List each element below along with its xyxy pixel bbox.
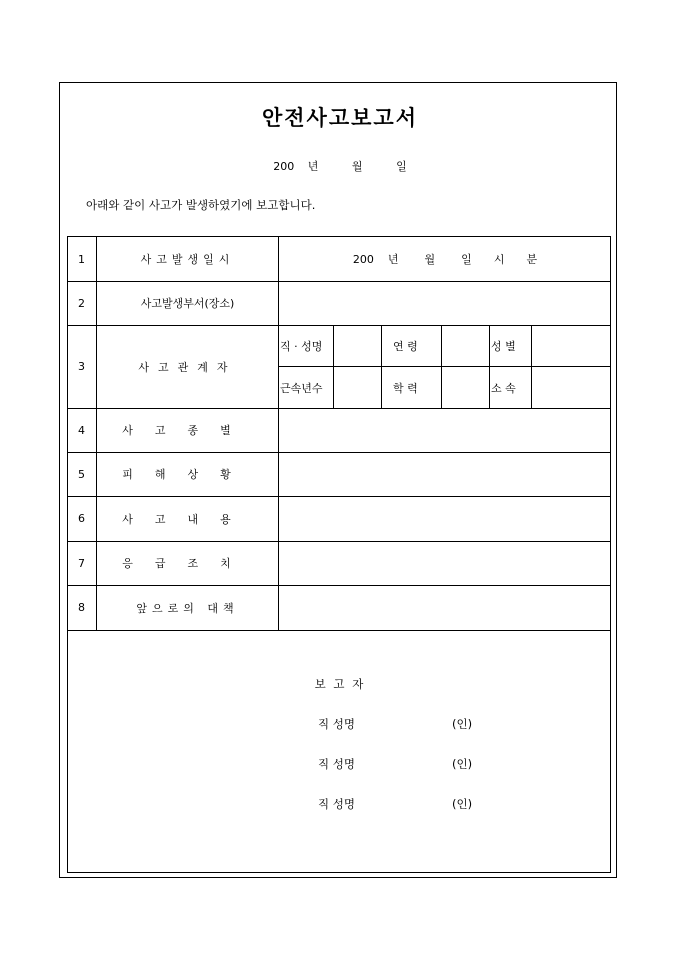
occ-month-unit: 월 [424, 253, 436, 266]
reporter-heading: 보 고 자 [314, 677, 366, 691]
label-occurrence-datetime: 사고발생일시 [140, 253, 235, 266]
label-service-years: 근속년수 [280, 381, 323, 395]
label-accident-details: 사고내용 [122, 512, 253, 526]
position-name-field[interactable] [334, 326, 381, 366]
date-day-unit: 일 [396, 160, 407, 173]
label-position-name: 직 · 성명 [280, 339, 323, 353]
occ-year: 200 [352, 252, 374, 266]
row-number: 3 [78, 360, 85, 373]
seal-mark: (인) [452, 797, 473, 811]
seal-mark: (인) [452, 717, 473, 731]
intro-text: 아래와 같이 사고가 발생하였기에 보고합니다. [86, 198, 316, 212]
occ-day-unit: 일 [461, 253, 472, 266]
date-month-unit: 월 [351, 160, 363, 173]
label-age: 연 령 [393, 339, 418, 353]
date-year-unit: 년 [307, 160, 319, 173]
service-years-field[interactable] [334, 367, 381, 408]
report-table [67, 236, 611, 873]
date-year: 200 [273, 160, 295, 173]
reporter-position-name-label: 직 성명 [318, 717, 355, 731]
reporter-line [0, 756, 680, 772]
education-field[interactable] [442, 367, 489, 408]
age-field[interactable] [442, 326, 489, 366]
row-number: 1 [78, 252, 85, 266]
reporter-line [0, 796, 680, 812]
label-accident-type: 사고종별 [122, 424, 253, 437]
label-future-measures: 앞으로의 대책 [136, 601, 239, 615]
label-damage-status: 피해상황 [122, 468, 253, 481]
damage-status-field[interactable] [279, 453, 611, 496]
row-number: 7 [78, 556, 85, 570]
reporter-position-name-label: 직 성명 [318, 797, 355, 811]
accident-details-field[interactable] [279, 497, 611, 541]
accident-type-field[interactable] [279, 409, 611, 452]
label-involved-persons: 사고관계자 [138, 360, 237, 374]
label-affiliation: 소 속 [491, 381, 516, 395]
label-education: 학 력 [393, 381, 418, 395]
occ-hour-unit: 시 [493, 253, 505, 266]
row-number: 2 [78, 296, 85, 310]
reporter-position-name-label: 직 성명 [318, 757, 355, 771]
report-date-line [0, 158, 680, 174]
label-department-location: 사고발생부서(장소) [140, 297, 235, 310]
row-number: 8 [78, 601, 85, 614]
occ-minute-unit: 분 [526, 253, 538, 266]
reporter-line [0, 716, 680, 732]
label-gender: 성 별 [491, 339, 516, 353]
first-aid-field[interactable] [279, 542, 611, 585]
future-measures-field[interactable] [279, 586, 611, 630]
department-location-field[interactable] [279, 282, 611, 325]
document-title: 안전사고보고서 [261, 105, 418, 130]
row-number: 4 [78, 423, 85, 437]
affiliation-field[interactable] [532, 367, 611, 408]
row-number: 6 [78, 512, 85, 525]
gender-field[interactable] [532, 326, 611, 366]
label-first-aid: 응급조치 [122, 557, 253, 570]
row-number: 5 [78, 467, 85, 481]
occ-year-unit: 년 [387, 253, 399, 266]
seal-mark: (인) [452, 757, 473, 771]
occurrence-datetime-field[interactable] [279, 237, 611, 281]
